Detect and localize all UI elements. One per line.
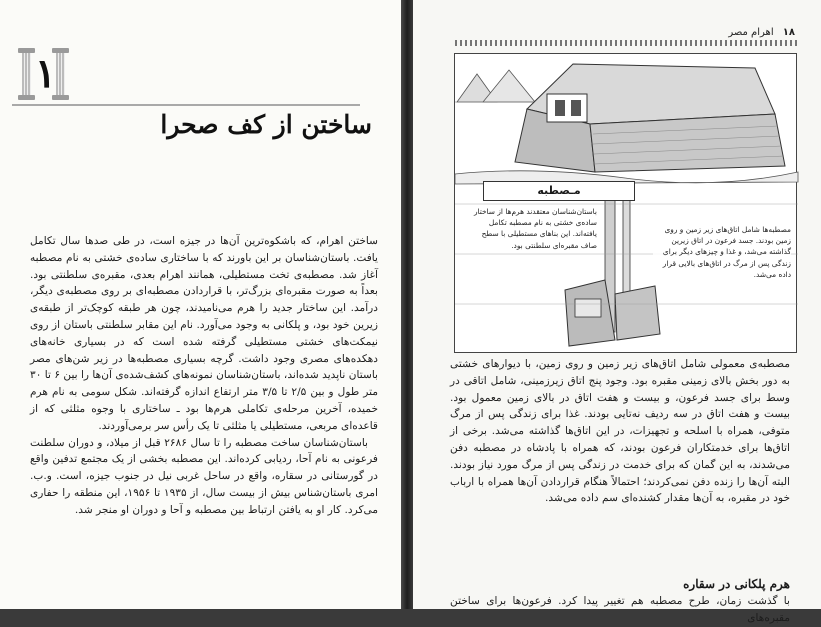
- decorative-border: [455, 40, 797, 46]
- section-subheading: هرم پلکانی در سقاره: [683, 577, 790, 591]
- mastaba-cutaway-drawing: [455, 54, 798, 354]
- chapter-number: ۱: [34, 50, 57, 97]
- illustration-caption-side: مصطبه‌ها شامل اتاق‌های زیر زمین و روی زمین بودند. جسد فرعون در اتاق زیرین گذاشته می‌شد، و غذا و چیزهای دیگر برای زندگی پس از مرگ در اتاق‌های بالایی قرار داده می‌شد.: [653, 224, 791, 280]
- left-body-text: [30, 233, 378, 519]
- right-body-text-continued: با گذشت زمان، طرح مصطبه هم تغییر پیدا کرد. فرعون‌ها برای ساختن مقبره‌های: [450, 595, 790, 624]
- paragraph: ساختن اهرام، که باشکوه‌ترین آن‌ها در جیزه است، در طی صدها سال تکامل یافت. باستان‌شناسان بر این باورند که با ساختاری ساده‌ی خشتی به نام مصطبه آغاز شد. مصطبه‌ی تخت مستطیلی، همانند اهرام بعدی، مقبره‌ی سلطنتی بود. بعداً به صورت مقبره‌ای بزرگ‌تر، با قراردادن مصطبه‌ای بر روی مصطبه‌ی دیگر، درآمد. این ساختار جدید را هرم می‌نامیدند، چون هر طبقه کوچک‌تر از طبقه‌ی زیرین خود بود، و پلکانی به وجود می‌آورد. نام این مقابر سلطنتی باستان از روی نیمکت‌های خشتی مستطیلی گرفته شده است که در بسیاری خانه‌های دهکده‌های مصری وجود داشت. گرچه بسیاری مصطبه‌ها در زیر شن‌های مصر باستان ناپدید شده‌اند، باستان‌شناسان نمونه‌های کشف‌شده‌ی آن‌ها را بین ۶ تا ۳۰ متر طول و بین ۲/۵ تا ۳/۵ متر ارتفاع اندازه گرفته‌اند. شکل سومی به نام هرم خمیده، آخرین مرحله‌ی تکاملی هرم‌ها بود ـ ساختاری با وجوه مثلثی که از قاعده‌ای مربعی، مستطیلی یا مثلثی تا یک رأس سر برمی‌آوردند.: [30, 235, 378, 432]
- page-number: ۱۸: [782, 27, 795, 38]
- running-head-title: اهرام مصر: [728, 27, 774, 38]
- chapter-title: ساختن از کف صحرا: [160, 110, 372, 139]
- right-body-text: مصطبه‌ی معمولی شامل اتاق‌های زیر زمین و روی زمین، با دیوارهای خشتی به دور بخش بالای زمینی مقبره بود. وجود پنج اتاق زیرزمینی، شامل اتاقی در وسط برای جسد فرعون، و بیست و هفت اتاق در بالای زمین معمول بود. بیست و هفت اتاق در سه ردیف نه‌تایی بودند. غذا برای زندگی پس از مرگ متوفی، همراه با اسلحه و تجهیزات، در این اتاق‌ها گذاشته می‌شد. برخی از اتاق‌ها برای خدمتکاران فرعون بودند، که همراه با پادشاه در مصطبه دفن می‌شدند، به این گمان که برای خدمت در زندگی پس از مرگ مورد نیاز بودند. البته آن‌ها را زنده دفن نمی‌کردند؛ احتمالاً هنگام قراردادن آن‌ها همراه با ارباب خود در مقبره، به آن‌ها مقدار کشنده‌ای سم داده می‌شد.: [450, 358, 790, 505]
- left-page: [0, 0, 401, 609]
- mastaba-illustration: [454, 53, 797, 353]
- mastaba-label: مـصطبه: [483, 181, 635, 201]
- book-gutter: [401, 0, 413, 609]
- illustration-caption-top: باستان‌شناسان معتقدند هرم‌ها از ساختار ساده‌ی خشتی به نام مصطبه تکامل یافته‌اند. این بناهای مستطیلی با سطح صاف مقبره‌ای سلطنتی بود.: [467, 206, 597, 251]
- running-head: [455, 26, 795, 40]
- paragraph: باستان‌شناسان ساخت مصطبه را تا سال ۲۶۸۶ قبل از میلاد، و دوران سلطنت فرعونی به نام آحا، ردیابی کرده‌اند. این مصطبه بخشی از یک مجتمع تدفین واقع در گورستانی در سقاره، واقع در ساحل غربی نیل در جنوب جیزه، است. و.ب. امری باستان‌شناس بیش از بیست سال، از ۱۹۳۵ تا ۱۹۵۶، این منطقه را حفاری می‌کرد. کار او به یافتن ارتباط بین مصطبه و آحا و دوران او منجر شد.: [30, 436, 378, 516]
